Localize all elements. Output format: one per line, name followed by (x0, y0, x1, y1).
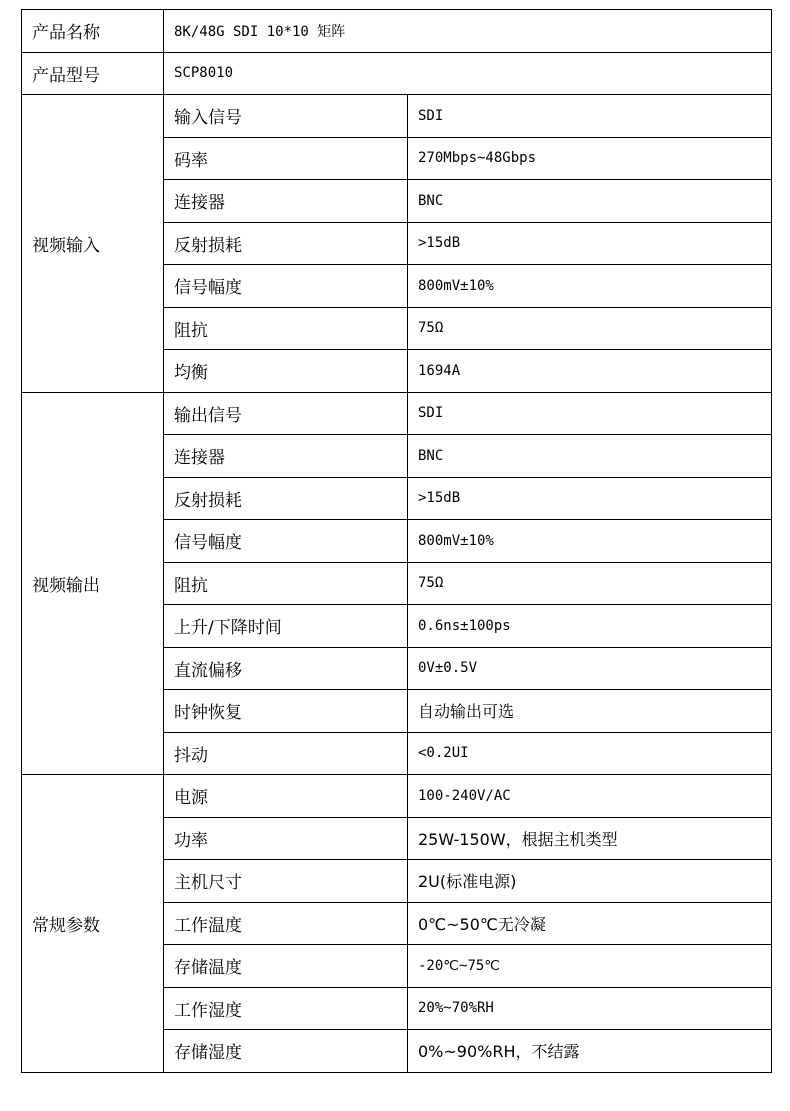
param-value: 自动输出可选 (408, 690, 772, 733)
param-name: 上升/下降时间 (164, 605, 408, 648)
section-title: 常规参数 (22, 775, 164, 1073)
spec-row (22, 95, 772, 138)
param-name: 功率 (164, 817, 408, 860)
param-name: 均衡 (164, 350, 408, 393)
param-name: 主机尺寸 (164, 860, 408, 903)
product-name-value: 8K/48G SDI 10*10 矩阵 (164, 10, 772, 53)
param-name: 反射损耗 (164, 222, 408, 265)
param-value: 0V±0.5V (408, 647, 772, 690)
param-value: SDI (408, 95, 772, 138)
section-title: 视频输出 (22, 392, 164, 775)
header-row-name (22, 10, 772, 53)
param-name: 连接器 (164, 435, 408, 478)
param-value: 0℃~50℃无冷凝 (408, 902, 772, 945)
product-model-value: SCP8010 (164, 52, 772, 95)
param-value: 270Mbps~48Gbps (408, 137, 772, 180)
param-name: 码率 (164, 137, 408, 180)
param-value: 100-240V/AC (408, 775, 772, 818)
param-name: 输入信号 (164, 95, 408, 138)
param-value: 1694A (408, 350, 772, 393)
product-model-label: 产品型号 (22, 52, 164, 95)
spec-row (22, 775, 772, 818)
param-value: 75Ω (408, 562, 772, 605)
param-value: 0.6ns±100ps (408, 605, 772, 648)
param-value: BNC (408, 180, 772, 223)
param-name: 时钟恢复 (164, 690, 408, 733)
param-name: 工作湿度 (164, 987, 408, 1030)
header-row-model (22, 52, 772, 95)
spec-table-body (22, 10, 772, 1073)
param-name: 连接器 (164, 180, 408, 223)
param-value: 0%~90%RH，不结露 (408, 1030, 772, 1073)
param-name: 输出信号 (164, 392, 408, 435)
param-name: 存储湿度 (164, 1030, 408, 1073)
param-name: 信号幅度 (164, 520, 408, 563)
param-value: 800mV±10% (408, 265, 772, 308)
param-value: >15dB (408, 222, 772, 265)
spec-row (22, 392, 772, 435)
param-value: 25W-150W，根据主机类型 (408, 817, 772, 860)
product-name-label: 产品名称 (22, 10, 164, 53)
param-value: -20℃~75℃ (408, 945, 772, 988)
param-name: 工作温度 (164, 902, 408, 945)
param-name: 阻抗 (164, 562, 408, 605)
param-name: 阻抗 (164, 307, 408, 350)
param-name: 直流偏移 (164, 647, 408, 690)
param-name: 抖动 (164, 732, 408, 775)
param-value: BNC (408, 435, 772, 478)
param-name: 电源 (164, 775, 408, 818)
param-name: 反射损耗 (164, 477, 408, 520)
param-value: 2U(标准电源) (408, 860, 772, 903)
param-value: 75Ω (408, 307, 772, 350)
param-value: >15dB (408, 477, 772, 520)
param-name: 存储温度 (164, 945, 408, 988)
spec-table (21, 9, 772, 1073)
param-value: 800mV±10% (408, 520, 772, 563)
param-value: 20%~70%RH (408, 987, 772, 1030)
section-title: 视频输入 (22, 95, 164, 393)
param-value: SDI (408, 392, 772, 435)
param-value: <0.2UI (408, 732, 772, 775)
param-name: 信号幅度 (164, 265, 408, 308)
